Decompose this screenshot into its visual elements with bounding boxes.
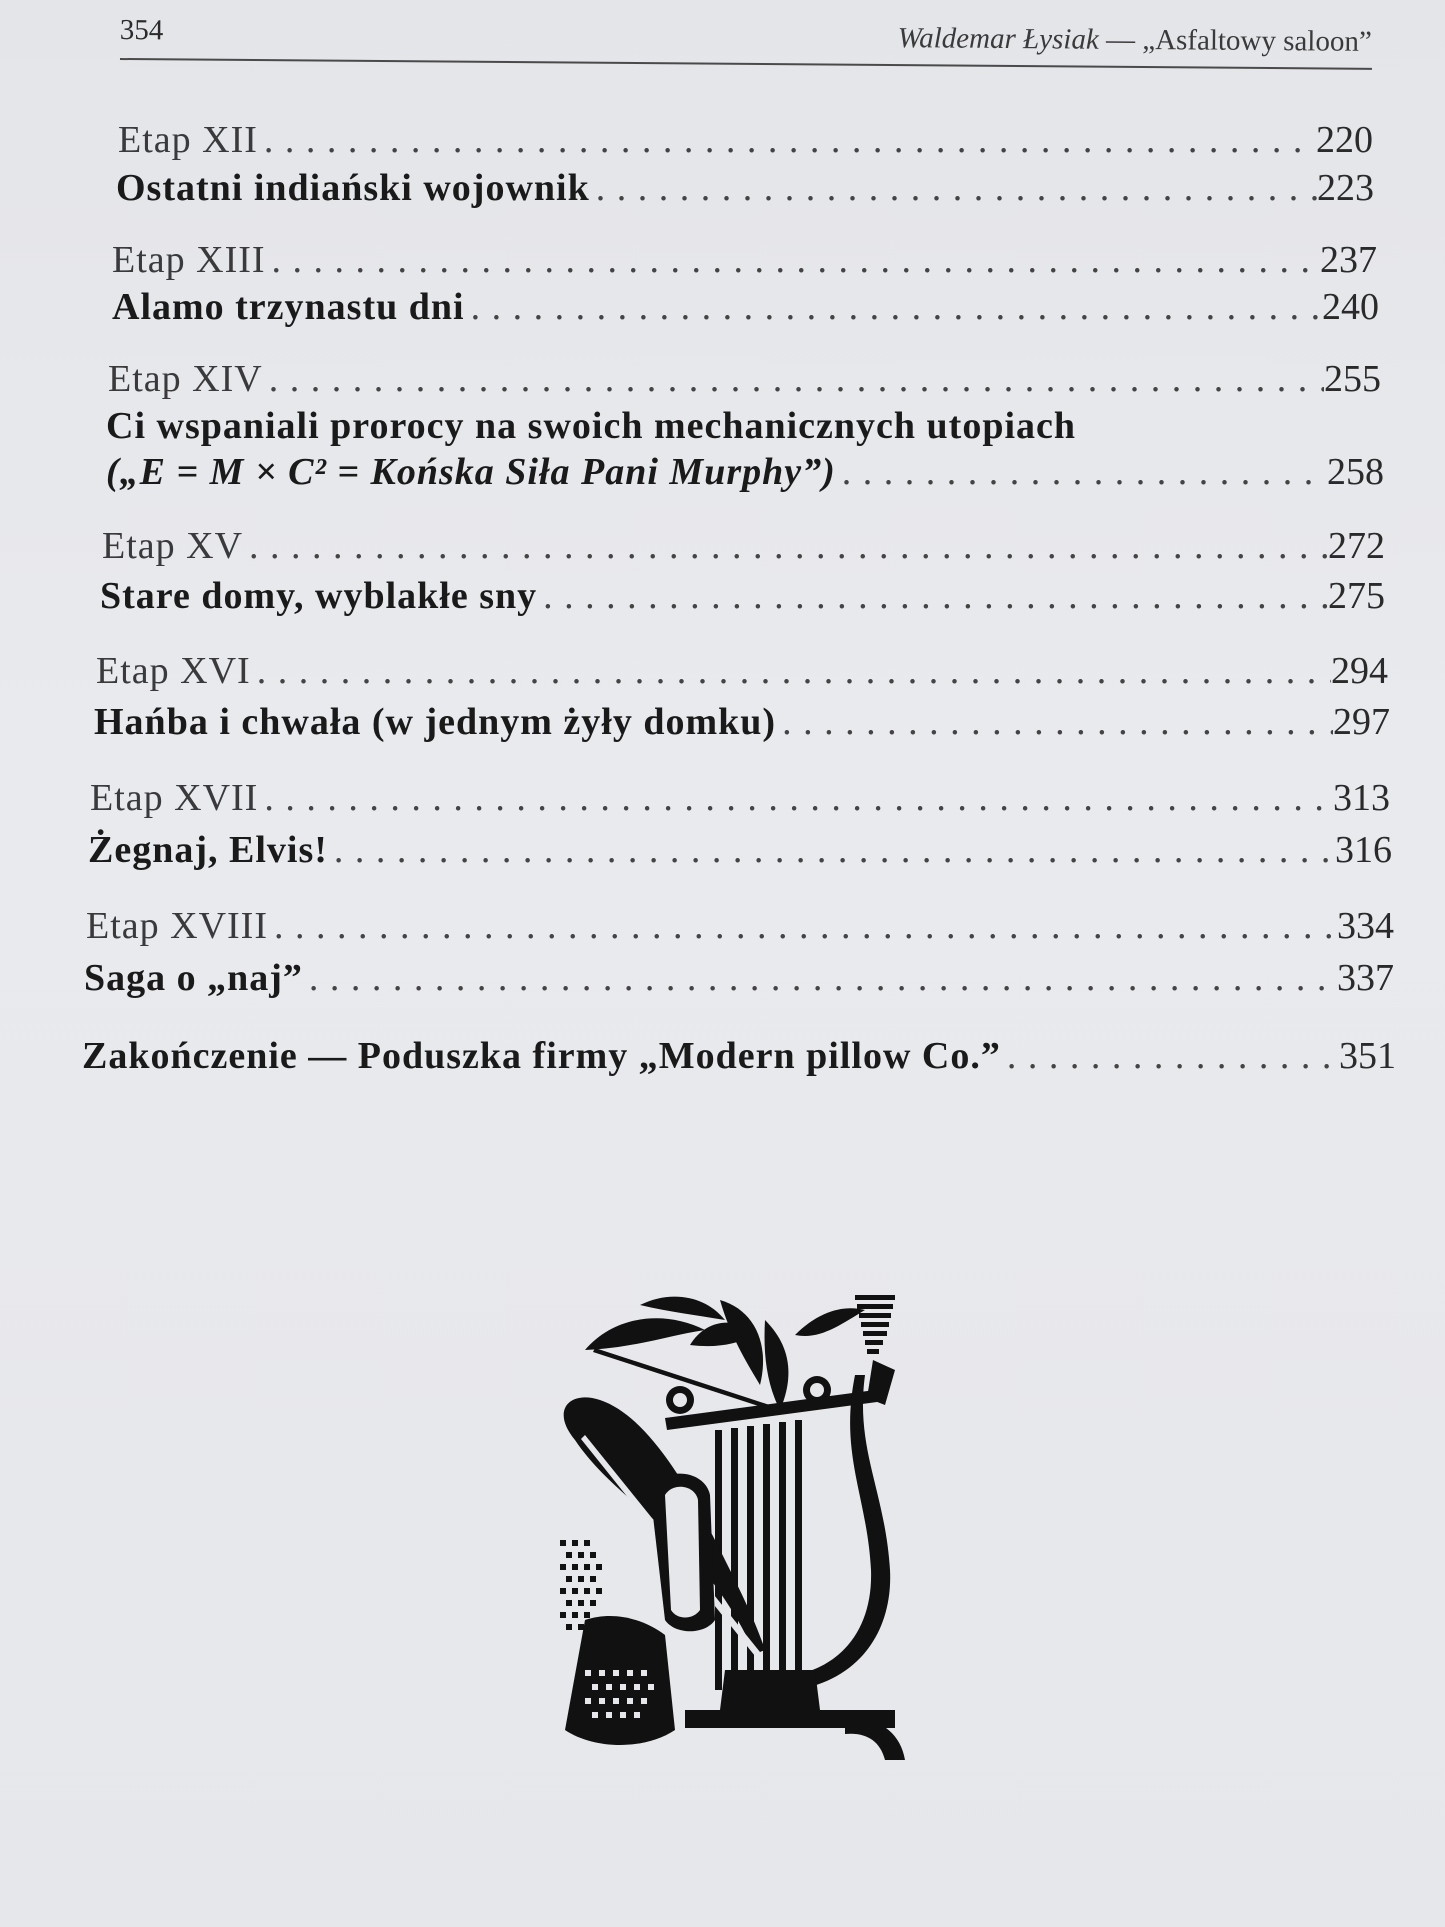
toc-entry-title: („E = M × C² = Końska Siła Pani Murphy”) — [106, 451, 836, 493]
toc-entry-etap-xv — [102, 524, 1385, 568]
toc-entry-title: Zakończenie — Poduszka firmy „Modern pillow Co.” — [82, 1035, 1001, 1077]
stipple-texture — [560, 1540, 602, 1630]
dot-leader — [258, 118, 1316, 162]
toc-entry-page: 237 — [1320, 239, 1377, 281]
toc-entry-etap-xvii — [90, 776, 1390, 820]
toc-entry-page: 223 — [1317, 167, 1374, 209]
toc-entry-title: Etap XVI — [96, 650, 251, 692]
toc-entry-zegnaj-elvis — [88, 828, 1392, 872]
toc-entry-etap-xii — [118, 118, 1373, 162]
dot-leader — [537, 574, 1328, 618]
toc-entry-page: 275 — [1328, 575, 1385, 617]
dot-leader — [328, 828, 1335, 872]
toc-entry-alamo-trzynastu-dni — [112, 285, 1379, 329]
toc-entry-page: 351 — [1339, 1035, 1396, 1077]
dot-leader — [263, 357, 1324, 401]
toc-entry-page: 220 — [1316, 119, 1373, 161]
dot-leader — [776, 700, 1333, 744]
book — [565, 1616, 675, 1745]
page-number: 354 — [119, 13, 164, 47]
toc-entry-title: Stare domy, wyblakłe sny — [100, 575, 538, 617]
toc-entry-title: Etap XII — [118, 119, 258, 161]
toc-entry-page: 297 — [1333, 701, 1390, 743]
toc-entry-page: 334 — [1337, 905, 1394, 947]
laurel-leaf — [795, 1308, 865, 1336]
laurel-leaf — [640, 1297, 725, 1320]
toc-entry-title: Etap XV — [102, 525, 244, 567]
lyre-quill-laurel-emblem-icon — [555, 1290, 935, 1760]
toc-entry-title: Ci wspaniali prorocy na swoich mechanicznych utopiach — [106, 405, 1077, 447]
dot-leader — [258, 776, 1333, 820]
toc-entry-title: Ostatni indiański wojownik — [116, 167, 590, 209]
toc-entry-title: Etap XIV — [108, 358, 263, 400]
toc-entry-page: 255 — [1324, 358, 1381, 400]
dot-leader — [303, 956, 1337, 1000]
toc-entry-page: 240 — [1322, 286, 1379, 328]
book-title: „Asfaltowy saloon” — [1142, 24, 1372, 58]
toc-entry-saga-o-naj — [84, 956, 1394, 1000]
dot-leader — [268, 904, 1337, 948]
toc-entry-etap-xvi — [96, 649, 1388, 693]
toc-entry-page: 258 — [1327, 451, 1384, 493]
toc-entry-etap-xiv — [108, 357, 1381, 401]
dot-leader — [251, 649, 1331, 693]
dot-leader — [243, 524, 1328, 568]
toc-entry-stare-domy-wyblakle-sny — [100, 574, 1385, 618]
title-dash: — — [1105, 23, 1136, 56]
dot-leader — [590, 166, 1317, 210]
laurel-leaf — [765, 1320, 789, 1410]
dot-leader — [836, 450, 1327, 494]
dot-leader — [266, 238, 1320, 282]
toc-entry-page: 272 — [1328, 525, 1385, 567]
dot-leader — [465, 285, 1322, 329]
running-title — [898, 22, 1372, 59]
dot-leader — [1001, 1034, 1339, 1078]
toc-entry-title: Alamo trzynastu dni — [112, 286, 465, 328]
toc-entry-etap-xviii — [86, 904, 1394, 948]
laurel-leaf — [585, 1318, 705, 1350]
inkwell — [720, 1670, 820, 1710]
author-name: Waldemar Łysiak — [897, 22, 1099, 56]
toc-entry-title: Etap XVIII — [86, 905, 268, 947]
toc-entry-page: 337 — [1337, 957, 1394, 999]
toc-entry-ci-wspaniali-prorocy-subtitle — [106, 450, 1384, 494]
toc-entry-title: Saga o „naj” — [84, 957, 303, 999]
toc-entry-ci-wspaniali-prorocy — [106, 404, 1381, 448]
toc-entry-page: 316 — [1335, 829, 1392, 871]
toc-entry-page: 294 — [1331, 650, 1388, 692]
toc-entry-page: 313 — [1333, 777, 1390, 819]
toc-entry-title: Etap XVII — [90, 777, 259, 819]
toc-entry-etap-xiii — [112, 238, 1377, 282]
toc-entry-title: Żegnaj, Elvis! — [88, 829, 328, 871]
toc-entry-hanba-i-chwala — [94, 700, 1390, 744]
toc-entry-title: Etap XIII — [112, 239, 266, 281]
toc-entry-zakonczenie — [82, 1034, 1396, 1078]
toc-entry-title: Hańba i chwała (w jednym żyły domku) — [94, 701, 777, 743]
toc-entry-ostatni-indianski-wojownik — [116, 166, 1374, 210]
